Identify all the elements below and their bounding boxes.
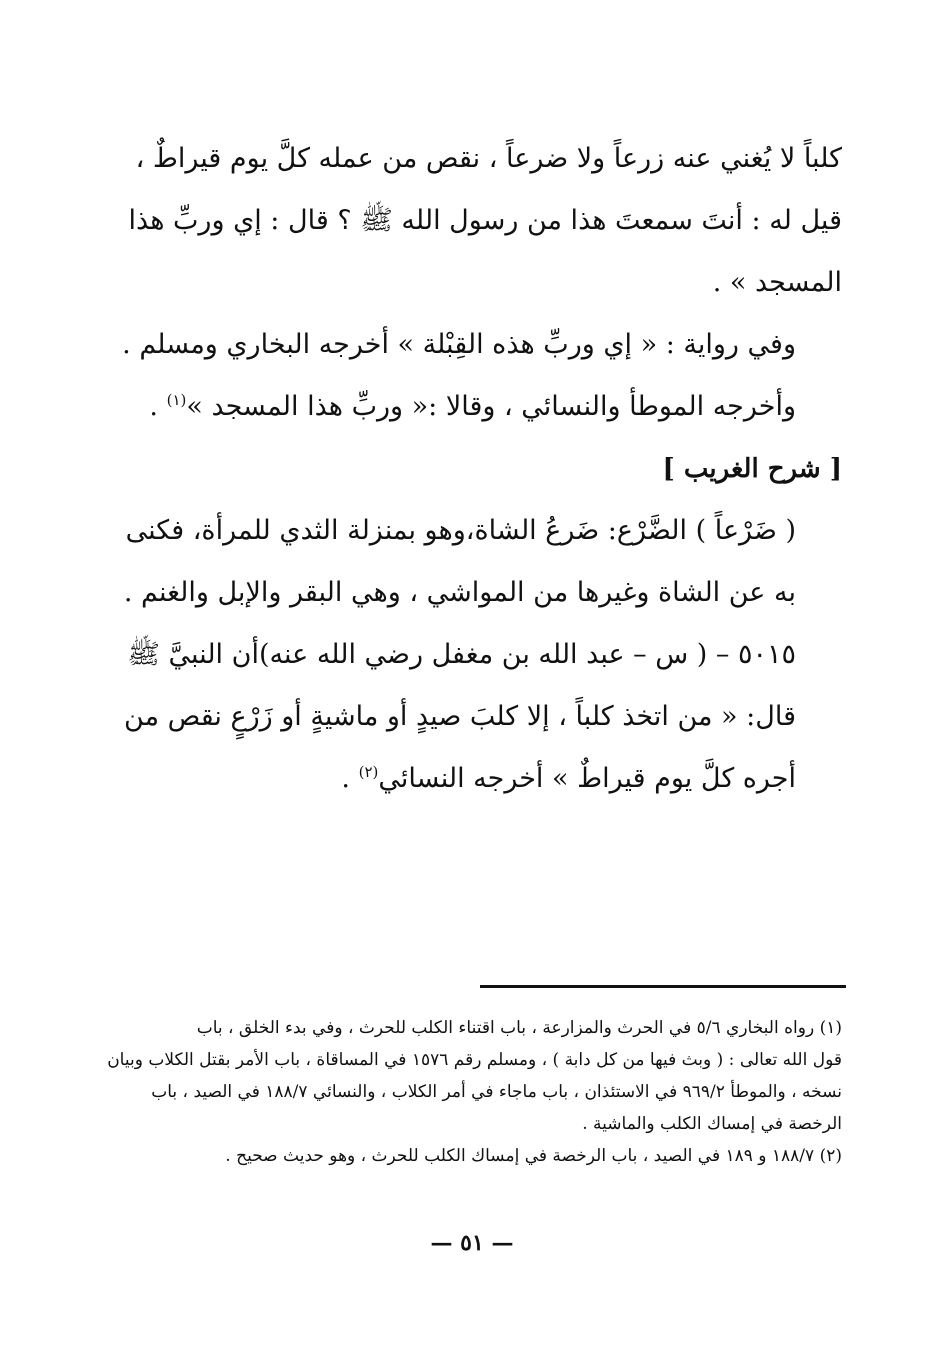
- footnote-ref-1: (١): [166, 391, 187, 409]
- footnote-2: (٢) ١٨٨/٧ و ١٨٩ في الصيد ، باب الرخصة في إمساك الكلب للحرث ، وهو حديث صحيح .: [225, 1146, 842, 1166]
- main-text-block: [100, 128, 842, 810]
- footnote-1-continuation: قول الله تعالى : ( وبث فيها من كل دابة ) ، ومسلم رقم ١٥٧٦ في المساقاة ، باب الأمر بقتل الكلاب وبيان نسخه ، والموطأ ٩٦٩/٢ في الاستئذان ، باب ماجاء في أمر الكلاب ، والنسائي ١٨٨/٧ في الصيد ، باب الرخصة في إمساك الكلب والماشية .: [107, 1050, 842, 1134]
- footnote-1-first-line: (١) رواه البخاري ٥/٦ في الحرث والمزارعة ، باب اقتناء الكلب للحرث ، وفي بدء الخلق ، باب: [196, 1018, 842, 1038]
- paragraph-muwatta-text: وأخرجه الموطأ والنسائي ، وقالا :« وربِّ هذا المسجد »: [186, 391, 796, 422]
- paragraph-other-narration: وفي رواية : « إي وربِّ هذه القِبْلة » أخرجه البخاري ومسلم .: [122, 329, 796, 360]
- paragraph-muwatta-nasai: [100, 376, 842, 438]
- section-heading-gharib: [ شرح الغريب ]: [662, 454, 842, 484]
- hadith-5015-text: ٥٠١٥ – ( س – عبد الله بن مغفل رضي الله عنه)أن النبيَّ ﷺ قال: « من اتخذ كلباً ، إلا كلبَ صيدٍ أو ماشيةٍ أو زَرْعٍ نقص من أجره كلَّ يوم قيراطٌ » أخرجه النسائي: [124, 639, 796, 794]
- footnotes-block: [100, 1012, 842, 1172]
- paragraph-muwatta-end: .: [149, 391, 167, 422]
- paragraph-gharib-explanation: ( ضَرْعاً ) الضَّرْع: ضَرعُ الشاة،وهو بمنزلة الثدي للمرأة، فكنى به عن الشاة وغيرها من المواشي ، وهي البقر والإبل والغنم .: [123, 515, 796, 608]
- paragraph-hadith-continuation: كلباً لا يُغني عنه زرعاً ولا ضرعاً ، نقص من عمله كلَّ يوم قيراطٌ ، قيل له : أنتَ سمعتَ هذا من رسول الله ﷺ ؟ قال : إي وربِّ هذا المسجد » .: [128, 143, 842, 298]
- page-number: — ٥١ —: [430, 1230, 514, 1256]
- footnote-divider: [480, 985, 846, 988]
- footnote-ref-2: (٢): [358, 763, 379, 781]
- hadith-5015-end: .: [341, 763, 359, 794]
- paragraph-hadith-5015: [100, 624, 842, 810]
